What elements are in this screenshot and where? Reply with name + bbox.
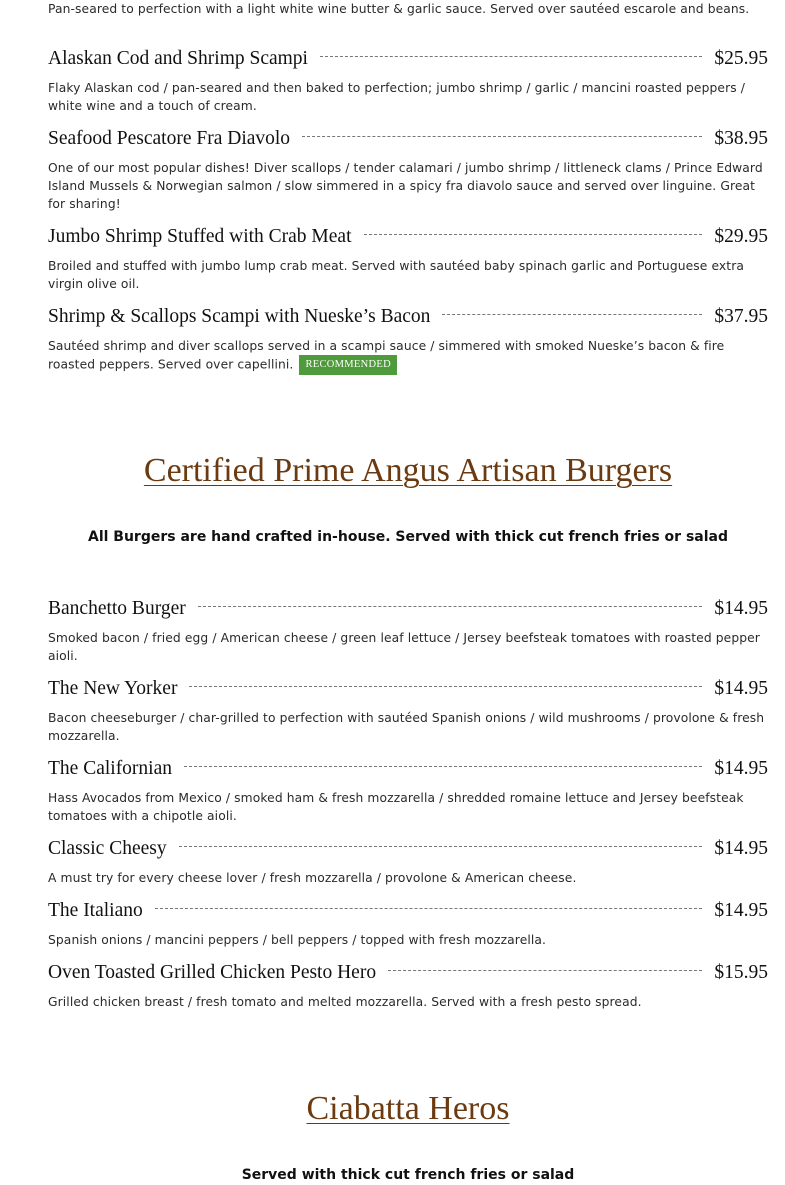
item-price: $14.95 xyxy=(714,598,768,619)
dotted-leader xyxy=(155,908,703,909)
menu-item xyxy=(48,47,768,115)
item-description: One of our most popular dishes! Diver scallops / tender calamari / jumbo shrimp / littleneck clams / Prince Edward Island Mussels & Norwegian salmon / slow simmered in a spicy fra diavolo sauce and served over linguine. Great for sharing! xyxy=(48,161,763,211)
dotted-leader xyxy=(364,234,703,235)
item-description: A must try for every cheese lover / fresh mozzarella / provolone & American cheese. xyxy=(48,871,577,885)
item-name: Jumbo Shrimp Stuffed with Crab Meat xyxy=(48,226,352,247)
dotted-leader xyxy=(184,766,702,767)
item-name: Banchetto Burger xyxy=(48,598,186,619)
item-price: $14.95 xyxy=(714,678,768,699)
item-description: Bacon cheeseburger / char-grilled to perfection with sautéed Spanish onions / wild mushrooms / provolone & fresh mozzarella. xyxy=(48,711,765,743)
dotted-leader xyxy=(189,686,702,687)
section-subtitle-heros: Served with thick cut french fries or salad xyxy=(241,1167,575,1183)
dotted-leader xyxy=(302,136,702,137)
menu-item xyxy=(48,757,768,825)
dotted-leader xyxy=(179,846,703,847)
item-name: Oven Toasted Grilled Chicken Pesto Hero xyxy=(48,962,377,983)
item-name: The Californian xyxy=(48,758,172,779)
item-name: The Italiano xyxy=(48,900,143,921)
dotted-leader xyxy=(320,56,702,57)
menu-item xyxy=(48,225,768,293)
item-description: Spanish onions / mancini peppers / bell peppers / topped with fresh mozzarella. xyxy=(48,933,547,947)
item-price: $29.95 xyxy=(714,226,768,247)
recommended-badge: RECOMMENDED xyxy=(299,355,397,375)
menu-item xyxy=(48,597,768,665)
menu-item xyxy=(48,127,768,213)
item-description-text: Sautéed shrimp and diver scallops served in a scampi sauce / simmered with smoked Nueske’s bacon & fire roasted peppers. Served over capellini. xyxy=(48,339,725,372)
dotted-leader xyxy=(388,970,702,971)
item-price: $14.95 xyxy=(714,838,768,859)
item-name: The New Yorker xyxy=(48,678,178,699)
item-price: $37.95 xyxy=(714,306,768,327)
menu-item xyxy=(48,961,768,1011)
item-price: $14.95 xyxy=(714,758,768,779)
item-description: Smoked bacon / fried egg / American cheese / green leaf lettuce / Jersey beefsteak tomatoes with roasted pepper aioli. xyxy=(48,631,760,663)
section-title-burgers: Certified Prime Angus Artisan Burgers xyxy=(143,452,673,489)
item-name: Shrimp & Scallops Scampi with Nueske’s Bacon xyxy=(48,306,431,327)
menu-item xyxy=(48,677,768,745)
item-description: Pan-seared to perfection with a light white wine butter & garlic sauce. Served over sautéed escarole and beans. xyxy=(48,2,750,16)
item-description: Grilled chicken breast / fresh tomato and melted mozzarella. Served with a fresh pesto spread. xyxy=(48,995,642,1009)
section-subtitle-burgers: All Burgers are hand crafted in-house. Served with thick cut french fries or salad xyxy=(87,529,729,545)
item-price: $38.95 xyxy=(714,128,768,149)
menu-item xyxy=(48,899,768,949)
item-description: Broiled and stuffed with jumbo lump crab meat. Served with sautéed baby spinach garlic and Portuguese extra virgin olive oil. xyxy=(48,259,745,291)
item-name: Classic Cheesy xyxy=(48,838,167,859)
dotted-leader xyxy=(198,606,703,607)
item-name: Seafood Pescatore Fra Diavolo xyxy=(48,128,291,149)
item-price: $14.95 xyxy=(714,900,768,921)
item-price: $15.95 xyxy=(714,962,768,983)
item-name: Alaskan Cod and Shrimp Scampi xyxy=(48,48,308,69)
item-price: $25.95 xyxy=(714,48,768,69)
dotted-leader xyxy=(442,314,702,315)
item-description: Hass Avocados from Mexico / smoked ham & fresh mozzarella / shredded romaine lettuce and Jersey beefsteak tomatoes with a chipotle aioli. xyxy=(48,791,744,823)
item-description: Flaky Alaskan cod / pan-seared and then baked to perfection; jumbo shrimp / garlic / mancini roasted peppers / white wine and a touch of cream. xyxy=(48,81,745,113)
item-description xyxy=(48,337,768,375)
section-title-heros: Ciabatta Heros xyxy=(306,1090,510,1127)
menu-item xyxy=(48,305,768,375)
menu-item xyxy=(48,837,768,887)
